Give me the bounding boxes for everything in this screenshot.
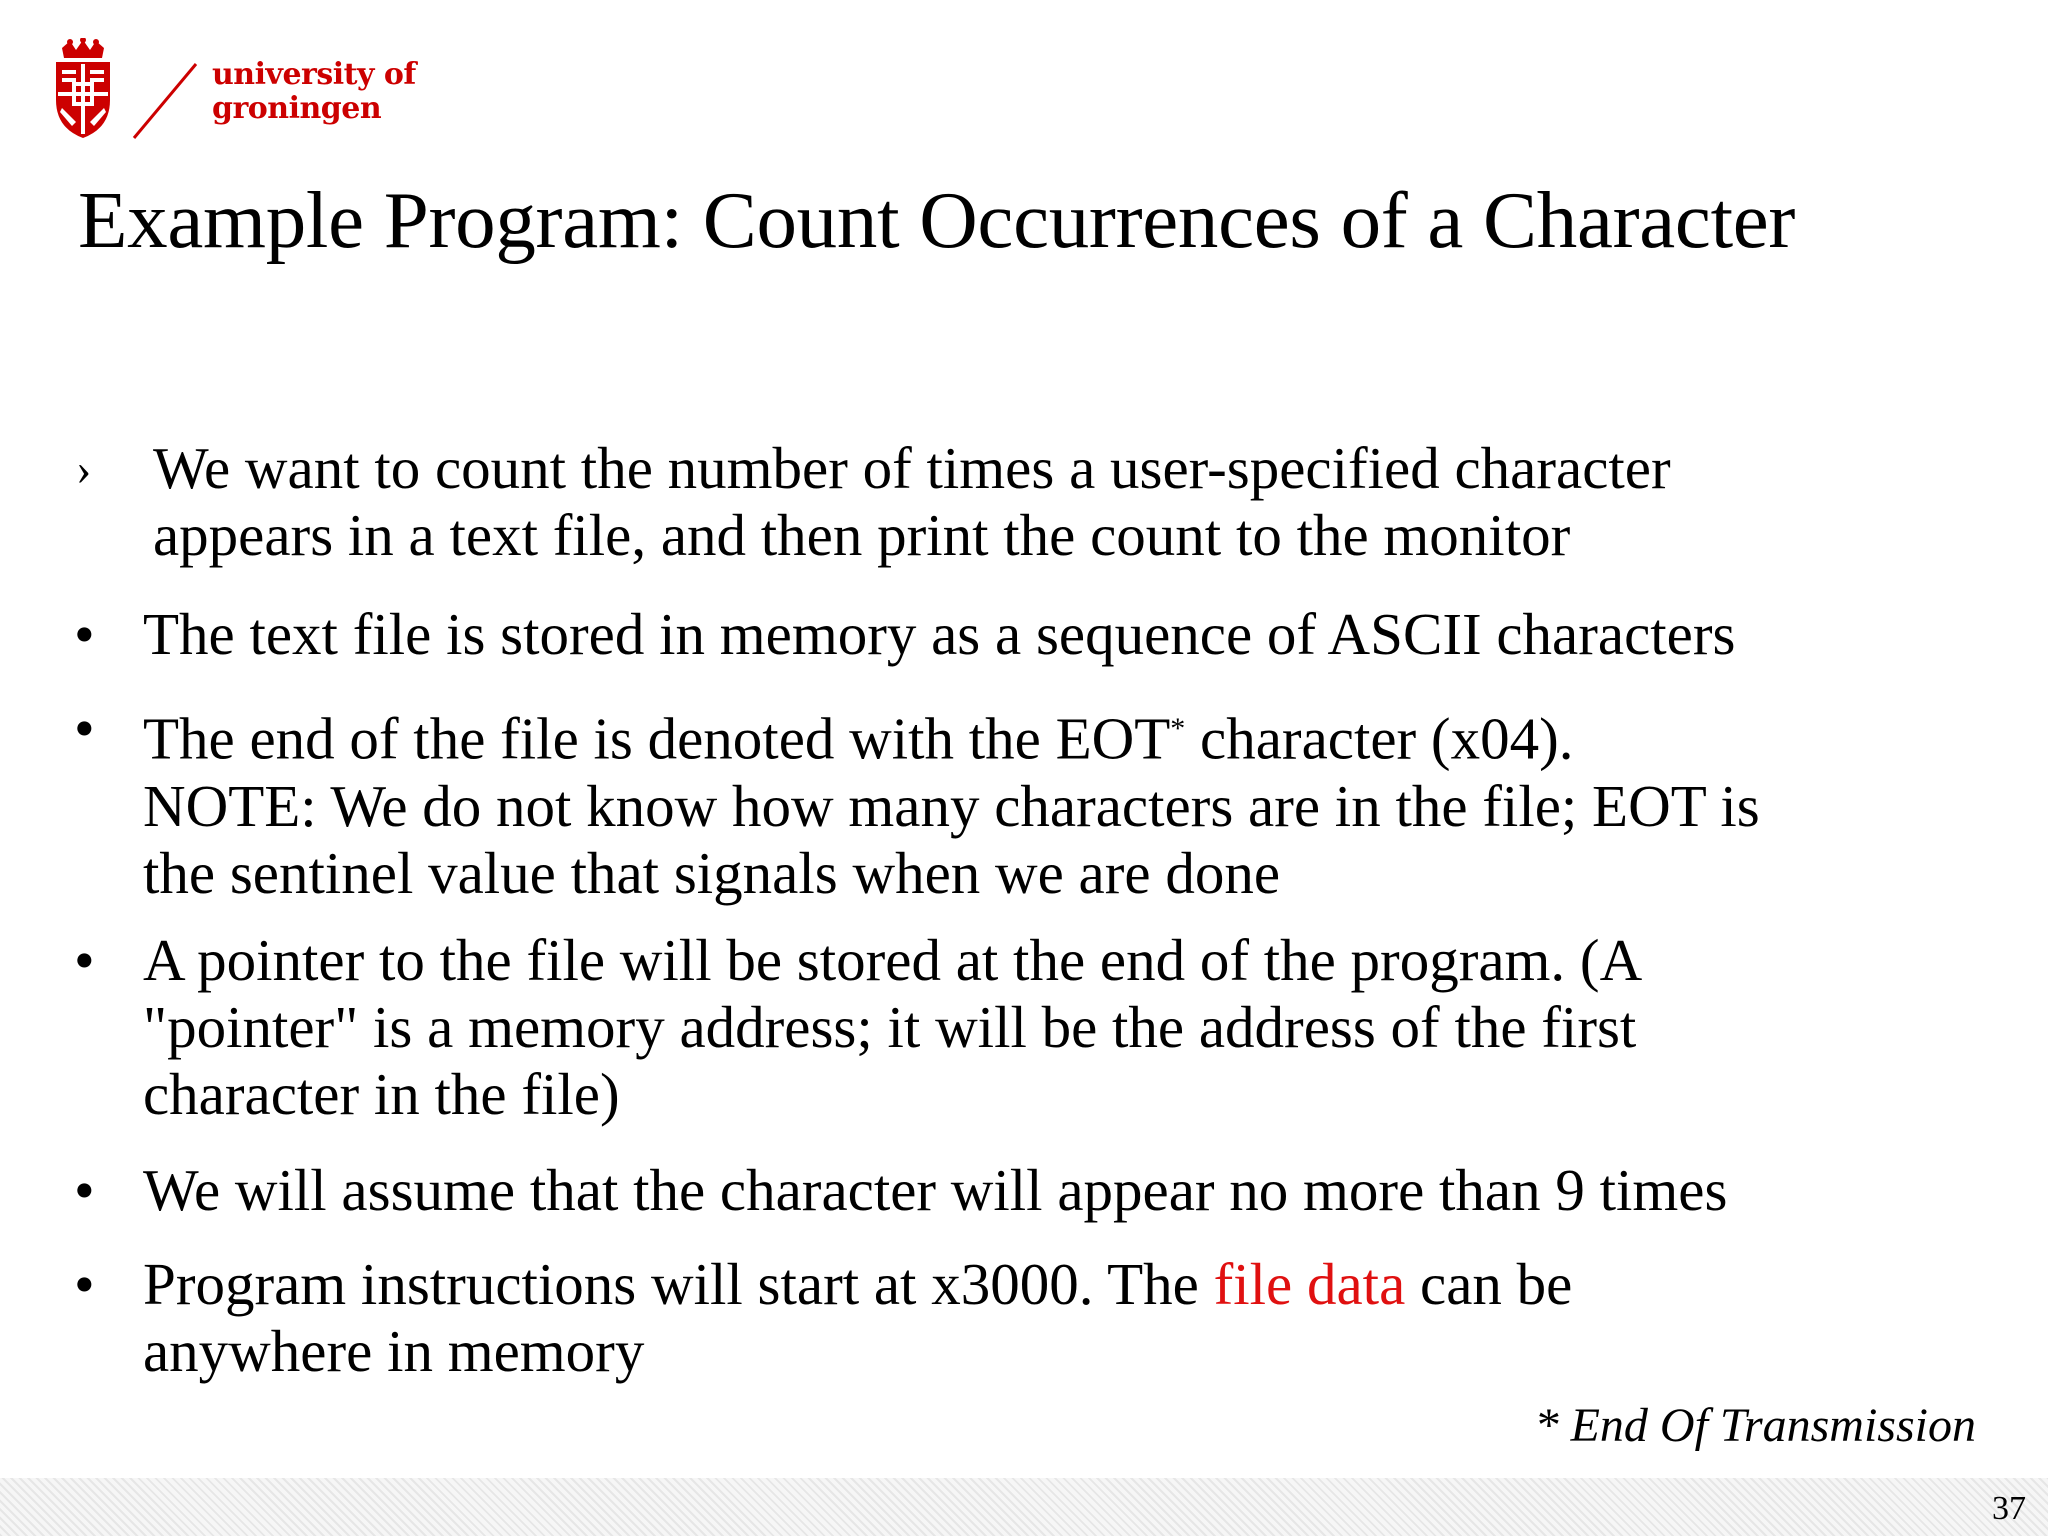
bullet-2-line-1 xyxy=(143,695,2013,773)
bullet-2-line-1-end: character (x04). xyxy=(1185,705,1574,772)
bullet-5-line-1 xyxy=(143,1251,2013,1318)
logo-line-2: groningen xyxy=(212,91,382,126)
logo-wordmark xyxy=(212,58,416,126)
bullet-marker: • xyxy=(74,1157,95,1223)
university-logo xyxy=(52,38,472,144)
bullet-3-line-3: character in the file) xyxy=(143,1061,620,1127)
bullet-marker: • xyxy=(74,601,95,667)
bullet-5-line-2: anywhere in memory xyxy=(143,1318,645,1384)
logo-line-1: university of xyxy=(212,57,416,92)
bullet-marker: • xyxy=(74,927,95,993)
bullet-marker: • xyxy=(74,1251,95,1317)
bullet-2-line-2: NOTE: We do not know how many characters are in the file; EOT is xyxy=(143,772,1760,839)
intro-line-1: We want to count the number of times a user-specified character xyxy=(153,435,1671,501)
bullet-text-3 xyxy=(143,927,2013,1128)
bullet-3-line-1: A pointer to the file will be stored at the end of the program. (A xyxy=(143,927,1643,993)
bullet-text-5 xyxy=(143,1251,2013,1385)
crest-icon xyxy=(52,38,202,144)
file-data-highlight: file data xyxy=(1213,1251,1406,1317)
footer-band xyxy=(0,1478,2048,1536)
bullet-text-1: The text file is stored in memory as a sequence of ASCII characters xyxy=(143,601,1736,667)
eot-footnote-marker: * xyxy=(1170,712,1186,745)
bullet-2-line-3: the sentinel value that signals when we are done xyxy=(143,839,1281,906)
intro-marker: › xyxy=(76,443,92,494)
bullet-5-line-1-end: can be xyxy=(1405,1251,1573,1317)
bullet-2-line-1-start: The end of the file is denoted with the EOT xyxy=(143,705,1171,772)
bullet-5-line-1-start: Program instructions will start at x3000. The xyxy=(143,1251,1214,1317)
bullet-3-line-2: "pointer" is a memory address; it will be the address of the first xyxy=(143,994,1637,1060)
bullet-text-2 xyxy=(143,695,2013,907)
footnote: * End Of Transmission xyxy=(1534,1399,1976,1452)
bullet-text-4: We will assume that the character will appear no more than 9 times xyxy=(143,1157,1728,1223)
intro-text xyxy=(153,435,2023,569)
slide-title: Example Program: Count Occurrences of a Character xyxy=(78,175,1796,265)
page-number: 37 xyxy=(1992,1490,2026,1527)
bullet-marker: • xyxy=(74,695,95,761)
intro-line-2: appears in a text file, and then print the count to the monitor xyxy=(153,502,1571,568)
